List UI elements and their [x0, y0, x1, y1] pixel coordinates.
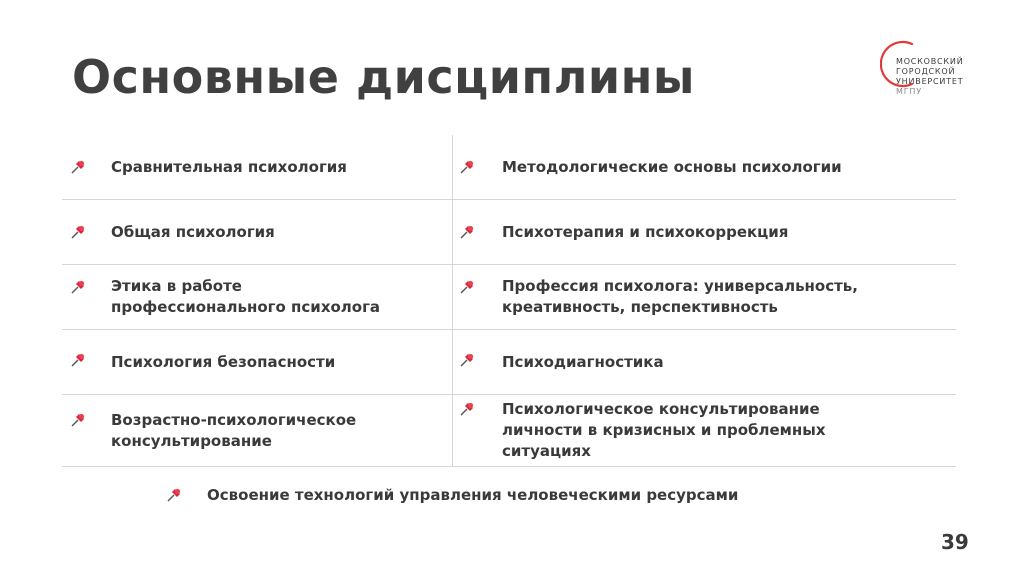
logo-line-3: УНИВЕРСИТЕТ [896, 77, 964, 86]
pushpin-icon [70, 352, 86, 368]
logo-line-1: МОСКОВСКИЙ [896, 57, 964, 66]
pushpin-icon [70, 279, 86, 295]
discipline-label: Этика в работе профессионального психолога [111, 277, 381, 316]
pushpin-icon [459, 159, 475, 175]
pushpin-icon [70, 159, 86, 175]
slide-title: Основные дисциплины [72, 50, 696, 104]
discipline-cell-right [452, 135, 956, 199]
pushpin-icon [70, 224, 86, 240]
pushpin-icon [166, 487, 182, 503]
discipline-bottom-item [166, 483, 738, 507]
discipline-label: Психотерапия и психокоррекция [502, 222, 789, 241]
disciplines-table [62, 135, 956, 467]
discipline-cell-right [452, 265, 956, 329]
pushpin-icon [70, 412, 86, 428]
discipline-cell-right [452, 395, 956, 466]
discipline-label: Общая психология [111, 222, 275, 241]
discipline-row [62, 330, 956, 395]
discipline-cell-left [62, 395, 452, 466]
discipline-label: Профессия психолога: универсальность, креативность, перспективность [502, 277, 858, 316]
discipline-bottom-label: Освоение технологий управления человеческими ресурсами [207, 486, 739, 504]
discipline-label: Возрастно-психологическое консультирование [111, 410, 357, 450]
logo-text [896, 57, 963, 97]
discipline-row [62, 135, 956, 200]
discipline-label: Сравнительная психология [111, 157, 347, 176]
discipline-row [62, 265, 956, 330]
discipline-row [62, 395, 956, 467]
discipline-row [62, 200, 956, 265]
discipline-cell-right [452, 200, 956, 264]
pushpin-icon [459, 352, 475, 368]
discipline-cell-left [62, 200, 452, 264]
discipline-label: Методологические основы психологии [502, 157, 842, 176]
discipline-cell-left [62, 135, 452, 199]
pushpin-icon [459, 401, 475, 417]
pushpin-icon [459, 224, 475, 240]
logo-line-2: ГОРОДСКОЙ [896, 67, 956, 76]
discipline-label: Психологическое консультирование личности в кризисных и проблемных ситуациях [502, 400, 826, 460]
discipline-label: Психодиагностика [502, 352, 664, 371]
page-number: 39 [941, 530, 969, 554]
discipline-cell-left [62, 330, 452, 394]
discipline-cell-left [62, 265, 452, 329]
discipline-cell-right [452, 330, 956, 394]
logo-line-4: МГПУ [896, 87, 922, 96]
discipline-label: Психология безопасности [111, 352, 336, 371]
university-logo [880, 38, 980, 108]
pushpin-icon [459, 279, 475, 295]
